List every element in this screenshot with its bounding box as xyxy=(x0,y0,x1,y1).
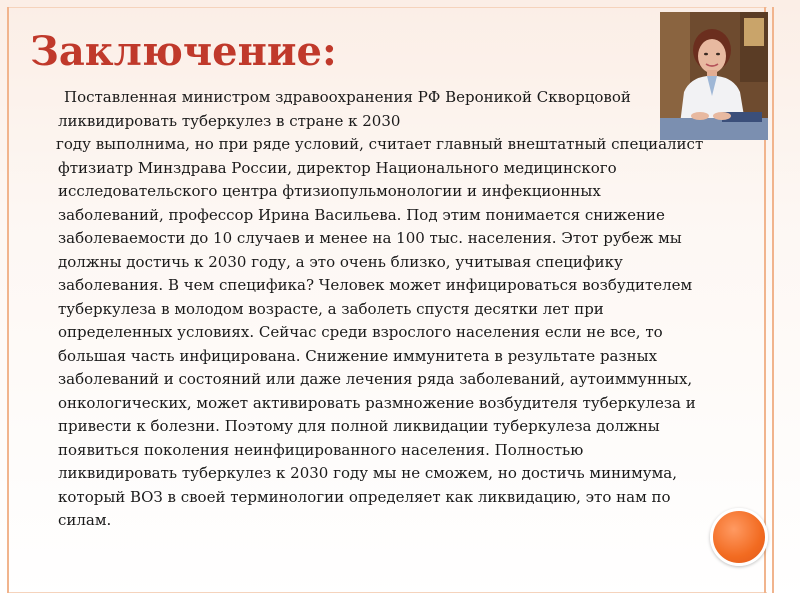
body-line: появиться поколения неинфицированного населения. Полностью xyxy=(58,440,584,459)
body-line: заболеваемости до 10 случаев и менее на 100 тыс. населения. Этот рубеж мы xyxy=(58,229,682,247)
frame-top-line xyxy=(7,7,767,8)
body-line: онкологических, может активировать размножение возбудителя туберкулеза и xyxy=(58,393,696,412)
body-line: силам. xyxy=(58,511,112,529)
frame-left-line xyxy=(7,7,9,593)
frame-right-line-outer xyxy=(772,7,774,593)
slide-title: Заключение: xyxy=(30,28,337,75)
body-line: который ВОЗ в своей терминологии определяет как ликвидацию, это нам по xyxy=(58,487,671,506)
body-line: привести к болезни. Поэтому для полной ликвидации туберкулеза должны xyxy=(58,417,660,435)
frame-bottom-line xyxy=(7,592,767,593)
decorative-orange-circle xyxy=(710,508,768,566)
body-line: заболевания. В чем специфика? Человек может инфицироваться возбудителем xyxy=(58,276,693,294)
body-line: исследовательского центра фтизиопульмонологии и инфекционных xyxy=(58,182,601,200)
body-line: году выполнима, но при ряде условий, считает главный внештатный специалист xyxy=(56,135,704,153)
body-line: фтизиатр Минздрава России, директор Национального медицинского xyxy=(58,158,617,177)
body-line: ликвидировать туберкулез к 2030 году мы не сможем, но достичь минимума, xyxy=(58,464,677,482)
conclusion-body-text xyxy=(58,86,758,533)
body-line: большая часть инфицирована. Снижение иммунитета в результате разных xyxy=(58,346,658,365)
body-line: туберкулеза в молодом возрасте, а заболеть спустя десятки лет при xyxy=(58,299,604,318)
body-line: должны достичь к 2030 году, а это очень близко, учитывая специфику xyxy=(58,252,623,271)
body-line: Поставленная министром здравоохранения РФ Вероникой Скворцовой xyxy=(64,88,631,106)
body-line: определенных условиях. Сейчас среди взрослого населения если не все, то xyxy=(58,323,663,341)
body-line: заболеваний, профессор Ирина Васильева. Под этим понимается снижение xyxy=(58,205,665,224)
body-line: ликвидировать туберкулез в стране к 2030 xyxy=(58,111,401,130)
body-line: заболеваний и состояний или даже лечения ряда заболеваний, аутоиммунных, xyxy=(58,370,693,388)
